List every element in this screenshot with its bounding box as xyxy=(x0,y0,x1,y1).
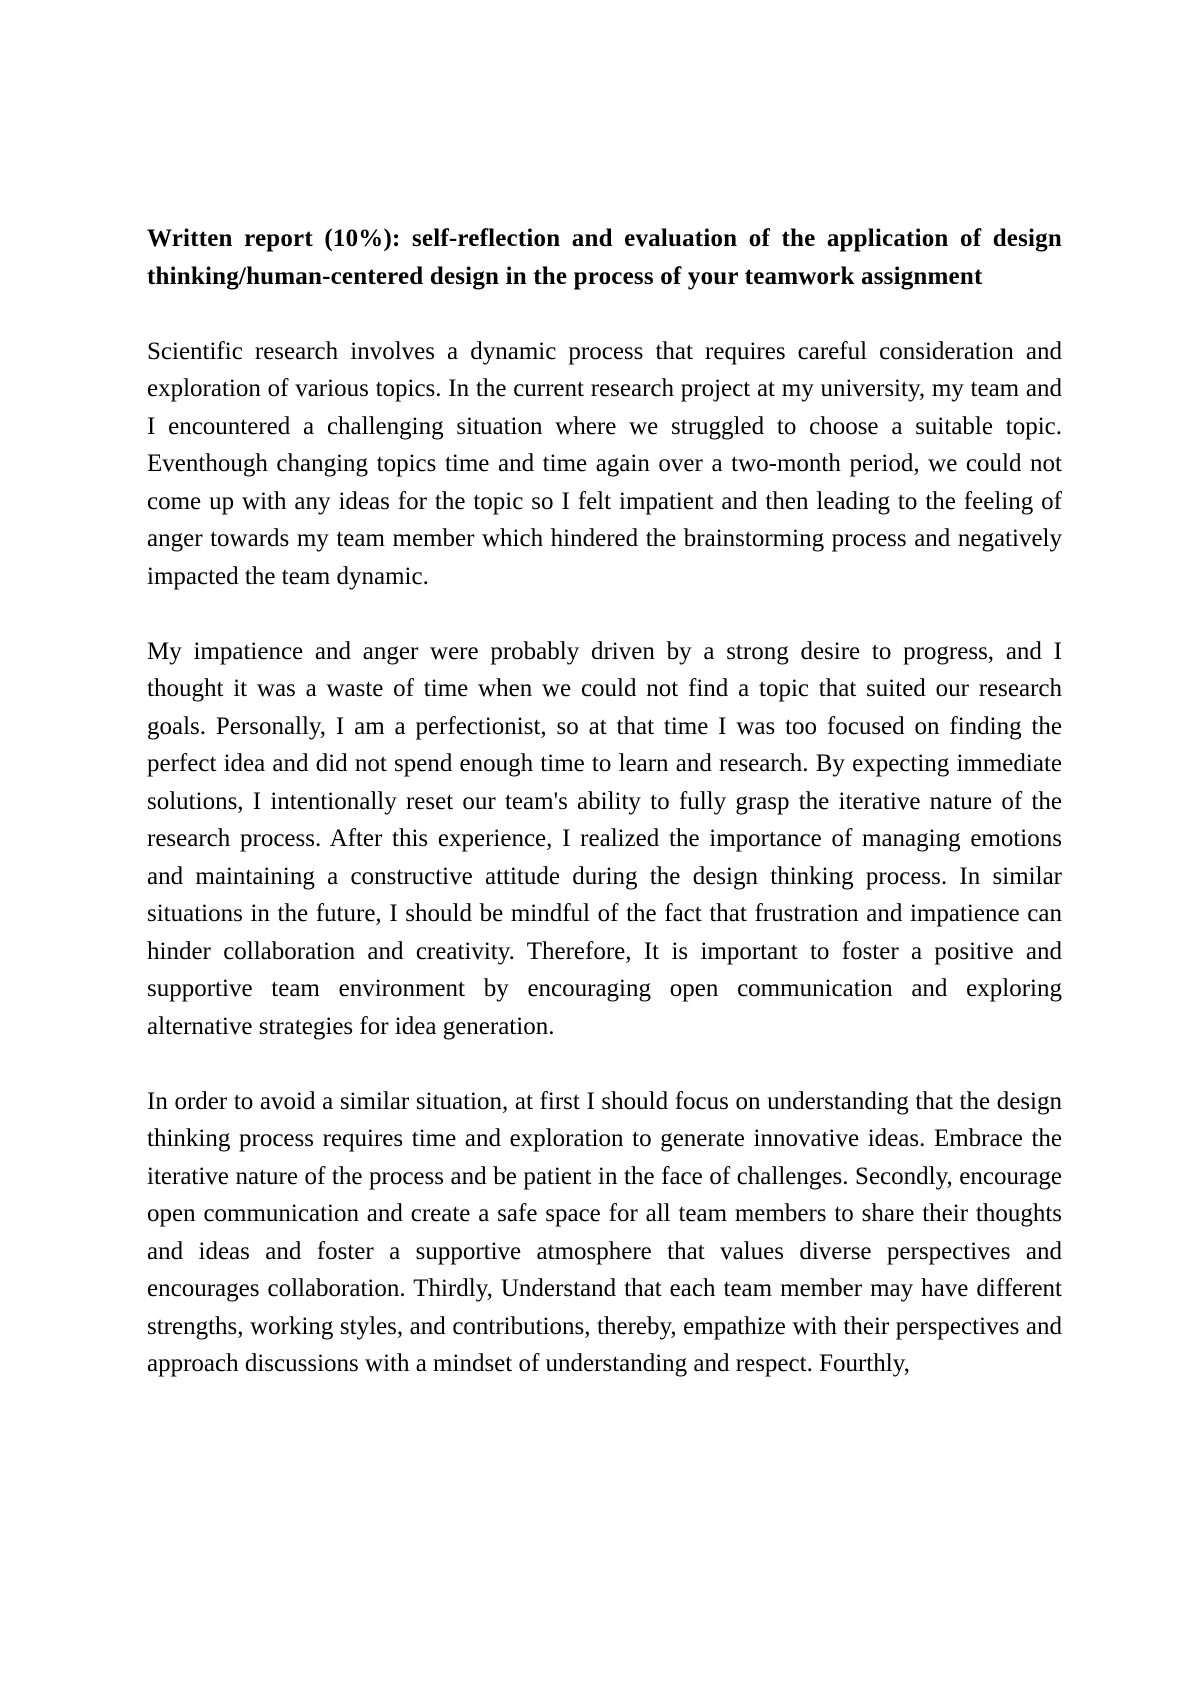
paragraph-2: My impatience and anger were probably driven by a strong desire to progress, and I thought it was a waste of time when we could not find a topic that suited our research goals. Personally, I am a perfectionist, so at that time I was too focused on finding the perfect idea and did not spend enough time to learn and research. By expecting immediate solutions, I intentionally reset our team's ability to fully grasp the iterative nature of the research process. After this experience, I realized the importance of managing emotions and maintaining a constructive attitude during the design thinking process. In similar situations in the future, I should be mindful of the fact that frustration and impatience can hinder collaboration and creativity. Therefore, It is important to foster a positive and supportive team environment by encouraging open communication and exploring alternative strategies for idea generation. xyxy=(147,637,1062,1040)
paragraph-1: Scientific research involves a dynamic process that requires careful consideration and exploration of various topics. In the current research project at my university, my team and I encountered a challenging situation where we struggled to choose a suitable topic. Eventhough changing topics time and time again over a two-month period, we could not come up with any ideas for the topic so I felt impatient and then leading to the feeling of anger towards my team member which hindered the brainstorming process and negatively impacted the team dynamic. xyxy=(147,337,1062,590)
paragraph-3: In order to avoid a similar situation, at first I should focus on understanding that the design thinking process requires time and exploration to generate innovative ideas. Embrace the iterative nature of the process and be patient in the face of challenges. Secondly, encourage open communication and create a safe space for all team members to share their thoughts and ideas and foster a supportive atmosphere that values diverse perspectives and encourages collaboration. Thirdly, Understand that each team member may have different strengths, working styles, and contributions, thereby, empathize with their perspectives and approach discussions with a mindset of understanding and respect. Fourthly, xyxy=(147,1087,1062,1377)
report-title: Written report (10%): self-reflection and evaluation of the application of design thinking/human-centered design in the process of your teamwork assignment xyxy=(147,225,1062,290)
document-body xyxy=(147,220,1062,1383)
